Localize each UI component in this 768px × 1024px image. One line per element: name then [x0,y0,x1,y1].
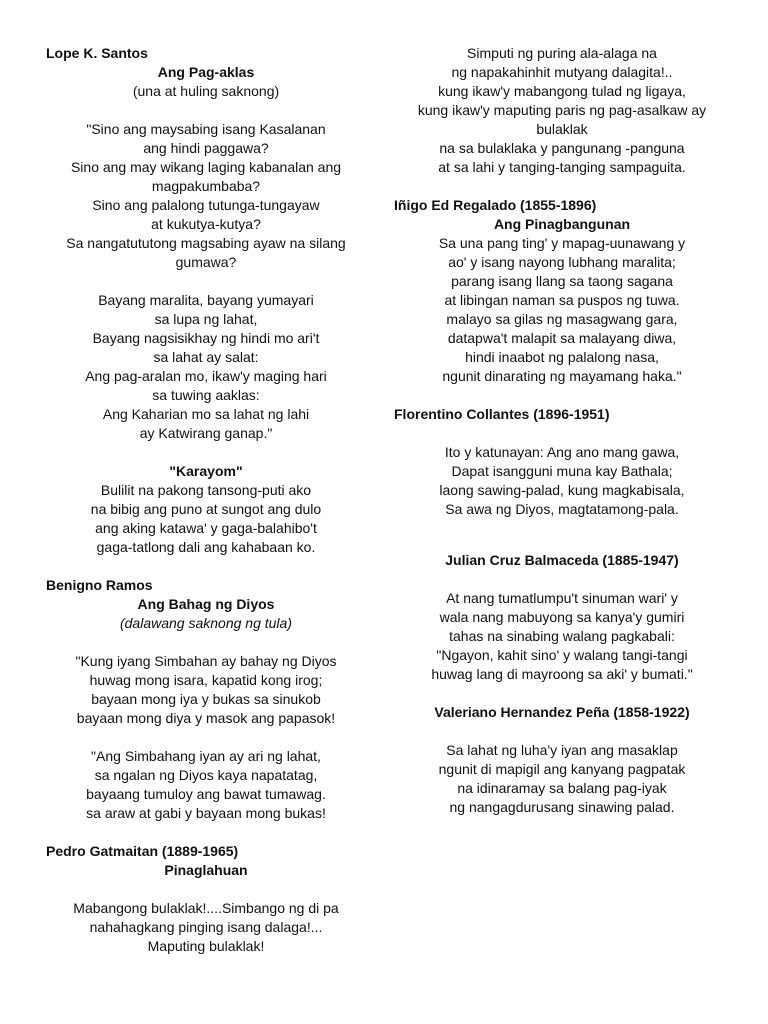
stanza [394,234,730,386]
verse-line: hindi inaabot ng palalong nasa, [465,349,659,365]
stanza [46,899,366,956]
author-collantes: Florentino Collantes (1896-1951) [394,406,610,422]
verse-line: Dapat isangguni muna kay Bathala; [451,463,673,479]
verse-line: Ito y katunayan: Ang ano mang gawa, [444,444,680,460]
verse-line: ngunit dinarating ng mayamang haka." [442,368,682,384]
verse-line: Sa nangatututong magsabing ayaw na silang [66,235,346,251]
verse-line: Mabangong bulaklak!....Simbango ng di pa [73,900,339,916]
verse-line: sa araw at gabi y bayaan mong bukas! [86,805,326,821]
verse-line: at kukutya-kutya? [151,216,261,232]
verse-line: na bibig ang puno at sungot ang dulo [90,501,322,517]
author-regalado: Iñigo Ed Regalado (1855-1896) [394,197,597,213]
verse-line: Sino ang may wikang laging kabanalan ang [70,159,342,175]
stanza [394,443,730,519]
poem-title-ang-bahag-ng-diyos: Ang Bahag ng Diyos [137,596,275,612]
verse-line: Sa lahat ng luha'y iyan ang masaklap [446,742,678,758]
verse-line: "Kung iyang Simbahan ay bahay ng Diyos [75,653,337,669]
verse-line: Ang Kaharian mo sa lahat ng lahi [102,406,310,422]
verse-line: magpakumbaba? [151,178,261,194]
verse-line: parang isang llang sa taong sagana [451,273,673,289]
verse-line: kung ikaw'y mabangong tulad ng ligaya, [438,83,686,99]
verse-line: Simputi ng puring ala-alaga na [467,45,657,61]
verse-line: ao' y isang nayong lubhang maralita; [448,254,676,270]
verse-line: "Ang Simbahang iyan ay ari ng lahat, [91,748,321,764]
poem-title-ang-pag-aklas: Ang Pag-aklas [157,64,255,80]
stanza [394,741,730,817]
verse-line: huwag lang di mayroong sa aki' y bumati." [431,666,693,682]
stanza [394,589,730,684]
author-pena: Valeriano Hernandez Peña (1858-1922) [434,704,690,720]
verse-line: sa tuwing aaklas: [152,387,260,403]
verse-line: malayo sa gilas ng masagwang gara, [446,311,678,327]
verse-line: gumawa? [175,254,237,270]
verse-line: kung ikaw'y maputing paris ng pag-asalkaw ay [417,102,707,118]
verse-line: Ang pag-aralan mo, ikaw'y maging hari [85,368,327,384]
verse-line: laong sawing-palad, kung magkabisala, [439,482,685,498]
poem-title-pinaglahuan: Pinaglahuan [164,862,248,878]
verse-line: bulaklak [536,121,588,137]
author-ramos: Benigno Ramos [46,577,153,593]
verse-line: Sa una pang ting' y mapag-uunawang y [438,235,686,251]
poem-subtitle: (una at huling saknong) [132,83,280,99]
poem-title-karayom: "Karayom" [169,463,243,479]
verse-line: ay Katwirang ganap." [139,425,273,441]
verse-line: sa ngalan ng Diyos kaya napatatag, [94,767,318,783]
stanza [46,747,366,823]
verse-line: Sino ang palalong tutunga-tungayaw [92,197,320,213]
verse-line: gaga-tatlong dali ang kahabaan ko. [96,539,316,555]
verse-line: tahas na sinabing walang pagkabali: [449,628,675,644]
verse-line: at libingan naman sa puspos ng tuwa. [444,292,680,308]
verse-line: na idinaramay sa balang pag-iyak [457,780,667,796]
verse-line: "Sino ang maysabing isang Kasalanan [86,121,326,137]
verse-line: nahahagkang pinging isang dalaga!... [89,919,323,935]
verse-line: sa lupa ng lahat, [154,311,258,327]
verse-line: sa lahat ay salat: [153,349,259,365]
verse-line: Sa awa ng Diyos, magtatamong-pala. [445,501,679,517]
verse-line: Bulilit na pakong tansong-puti ako [100,482,312,498]
verse-line: bayaan mong iya y bukas sa sinukob [91,691,321,707]
author-gatmaitan: Pedro Gatmaitan (1889-1965) [46,843,239,859]
stanza [46,481,366,557]
verse-line: Bayang nagsisikhay ng hindi mo ari't [92,330,320,346]
verse-line: ang aking katawa' y gaga-balahibo't [95,520,317,536]
verse-line: At nang tumatlumpu't sinuman wari' y [446,590,678,606]
verse-line: bayaang tumuloy ang bawat tumawag. [86,786,326,802]
stanza [46,291,366,443]
verse-line: "Ngayon, kahit sino' y walang tangi-tangi [436,647,688,663]
verse-line: ng nangagdurusang sinawing palad. [449,799,675,815]
verse-line: wala nang mabuyong sa kanya'y gumiri [439,609,685,625]
right-column [394,44,730,817]
author-santos: Lope K. Santos [46,45,148,61]
poem-title-ang-pinagbangunan: Ang Pinagbangunan [493,216,631,232]
verse-line: datapwa't malapit sa malayang diwa, [447,330,677,346]
stanza [394,44,730,177]
verse-line: na sa bulaklaka y pangunang -panguna [439,140,685,156]
verse-line: bayaan mong diya y masok ang papasok! [76,710,336,726]
verse-line: at sa lahi y tanging-tanging sampaguita. [438,159,686,175]
stanza [46,120,366,272]
verse-line: ang hindi paggawa? [143,140,269,156]
verse-line: ngunit di mapigil ang kanyang pagpatak [438,761,686,777]
verse-line: huwag mong isara, kapatid kong irog; [89,672,323,688]
verse-line: ng napakahinhit mutyang dalagita!.. [451,64,673,80]
verse-line: Maputing bulaklak! [147,938,265,954]
poem-subtitle: (dalawang saknong ng tula) [119,615,292,631]
author-balmaceda: Julian Cruz Balmaceda (1885-1947) [445,552,679,568]
verse-line: Bayang maralita, bayang yumayari [98,292,314,308]
stanza [46,652,366,728]
left-column [46,44,366,956]
